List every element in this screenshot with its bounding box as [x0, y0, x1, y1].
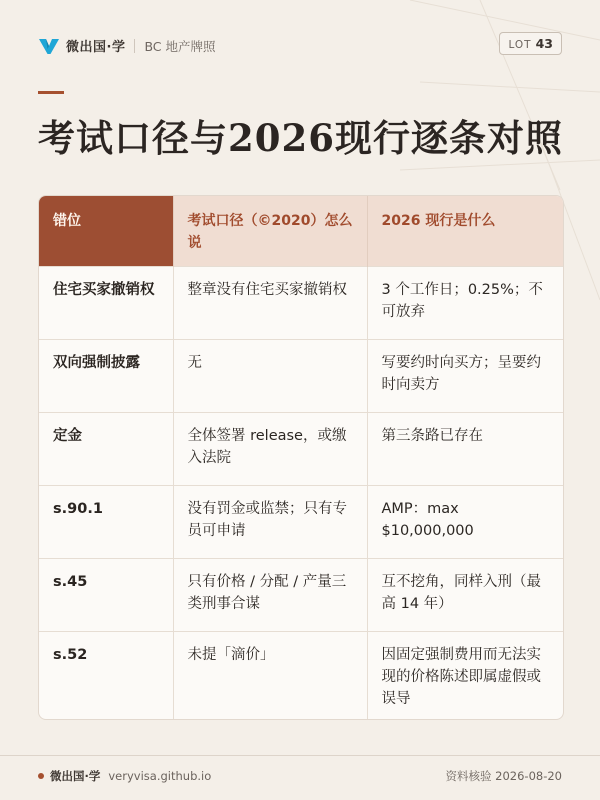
row-current-cell: 写要约时向买方；呈要约时向卖方	[367, 340, 563, 413]
title-accent-bar	[38, 91, 64, 94]
footer-url-link[interactable]: veryvisa.github.io	[108, 769, 212, 783]
row-issue-cell: s.45	[39, 559, 173, 632]
row-current-cell: 互不挖角，同样入刑（最高 14 年）	[367, 559, 563, 632]
column-header-current-2026: 2026 现行是什么	[367, 196, 563, 267]
brand-divider	[134, 39, 135, 53]
column-header-exam-version: 考试口径（©2020）怎么说	[173, 196, 367, 267]
column-header-issue: 错位	[39, 196, 173, 267]
row-issue-cell: 定金	[39, 413, 173, 486]
row-issue-cell: 住宅买家撤销权	[39, 267, 173, 340]
table-row	[39, 340, 563, 413]
table-row	[39, 486, 563, 559]
row-current-cell: 3 个工作日；0.25%；不可放弃	[367, 267, 563, 340]
page-header	[38, 30, 562, 60]
table-row	[39, 267, 563, 340]
page-title: 考试口径与2026现行逐条对照	[38, 116, 563, 160]
verification-date: 资料核验 2026-08-20	[445, 769, 562, 783]
row-current-cell: 因固定强制费用而无法实现的价格陈述即属虚假或误导	[367, 632, 563, 721]
row-issue-cell: s.90.1	[39, 486, 173, 559]
row-exam-cell: 没有罚金或监禁；只有专员可申请	[173, 486, 367, 559]
row-issue-cell: 双向强制披露	[39, 340, 173, 413]
footer-dot-icon	[38, 773, 44, 779]
lot-number: 43	[535, 36, 553, 51]
table-row	[39, 559, 563, 632]
row-issue-cell: s.52	[39, 632, 173, 721]
brand-name: 微出国·学	[66, 40, 126, 55]
section-label: BC 地产牌照	[144, 38, 216, 54]
row-exam-cell: 全体签署 release，或缴入法院	[173, 413, 367, 486]
footer-divider	[0, 755, 600, 756]
footer-brand: 微出国·学	[50, 769, 101, 783]
lot-badge	[499, 32, 562, 55]
row-exam-cell: 只有价格 / 分配 / 产量三类刑事合谋	[173, 559, 367, 632]
row-current-cell: AMP：max $10,000,000	[367, 486, 563, 559]
row-current-cell: 第三条路已存在	[367, 413, 563, 486]
row-exam-cell: 未提「滴价」	[173, 632, 367, 721]
table-row	[39, 632, 563, 721]
row-exam-cell: 无	[173, 340, 367, 413]
comparison-table	[38, 195, 564, 720]
row-exam-cell: 整章没有住宅买家撤销权	[173, 267, 367, 340]
lot-label: LOT	[508, 39, 532, 51]
page-footer	[38, 768, 562, 784]
brand[interactable]	[38, 36, 216, 55]
table-header-row	[39, 196, 563, 267]
brand-v-logo-icon	[38, 37, 60, 55]
table-row	[39, 413, 563, 486]
